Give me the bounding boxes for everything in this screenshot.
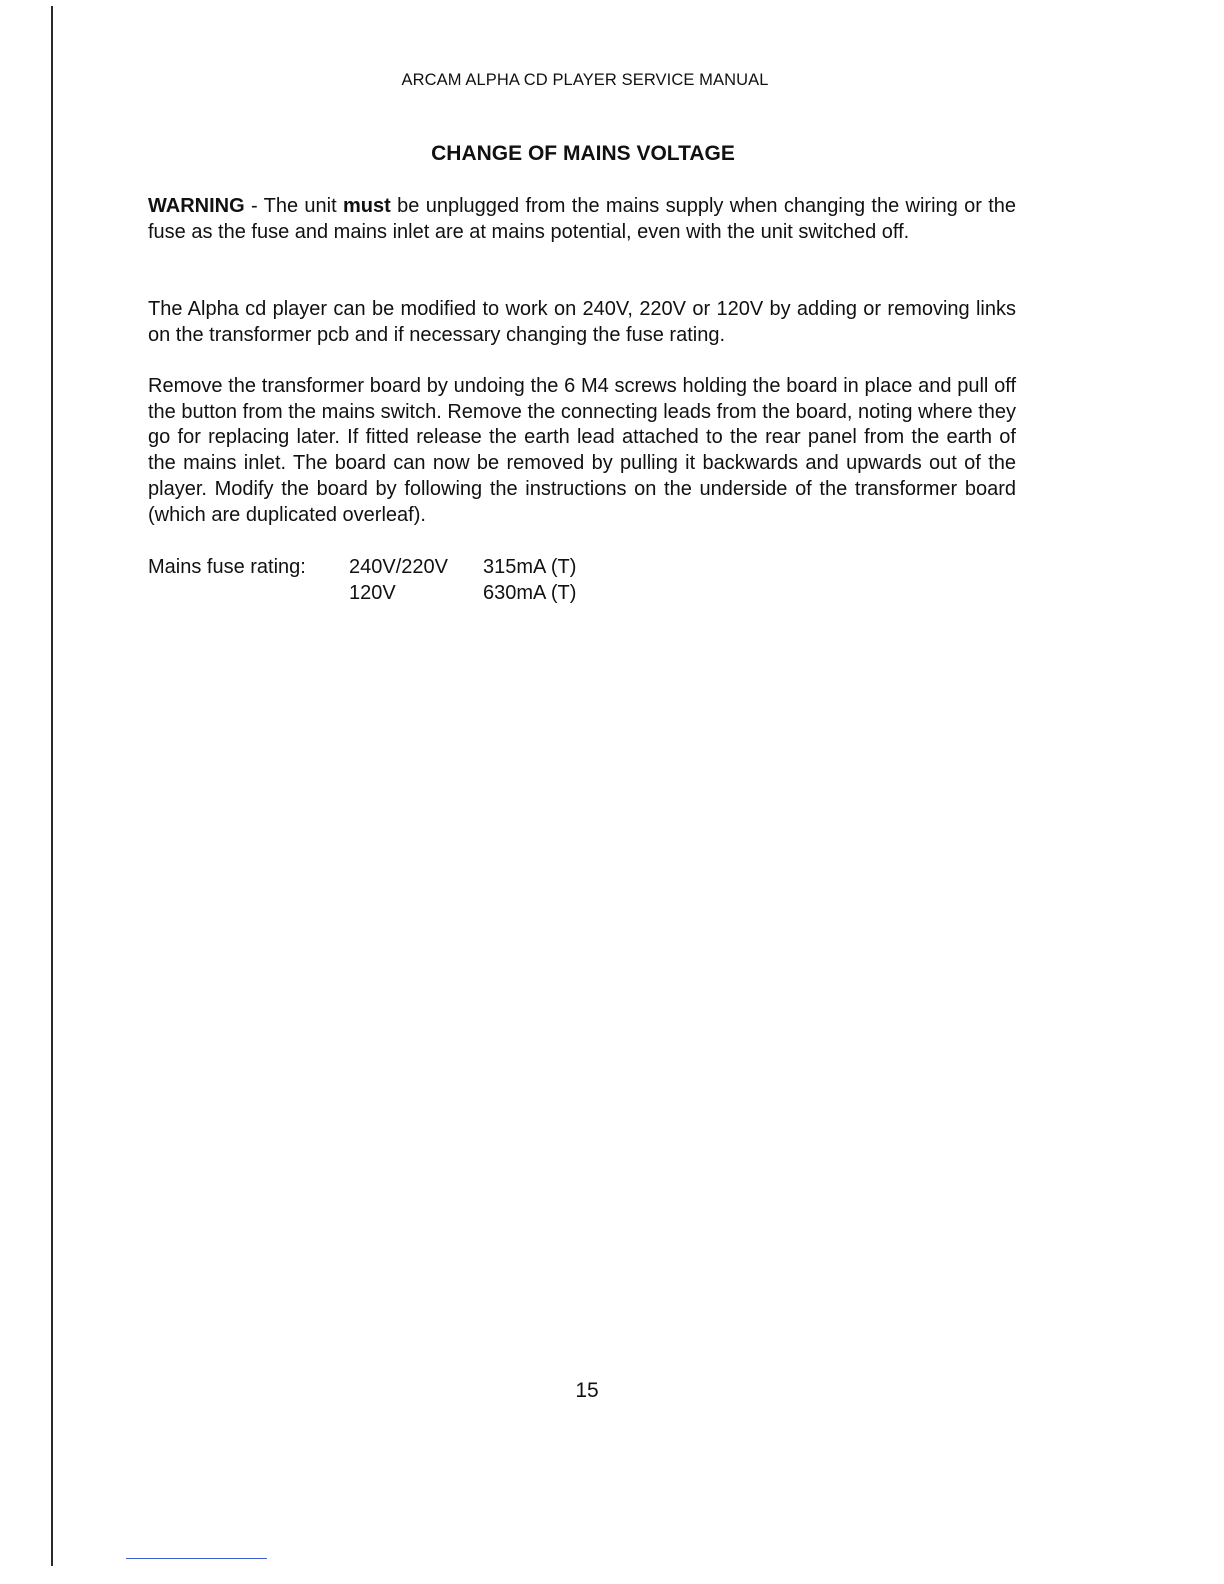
bottom-rule <box>126 1558 267 1559</box>
fuse-rating-row <box>148 555 576 581</box>
warning-text-b: be unplugged from the mains supply when changing the wiring or the fuse as the fuse and mains inlet are at mains potential, even with the unit switched off. <box>148 195 1017 243</box>
fuse-rating-row <box>148 581 576 607</box>
fuse-rating-value: 315mA (T) <box>483 556 577 578</box>
fuse-rating-table <box>148 555 576 606</box>
warning-text-a: - The unit <box>244 195 343 217</box>
fuse-voltage: 120V <box>349 581 396 604</box>
page-binding-edge <box>51 6 53 1566</box>
fuse-voltage: 240V/220V <box>349 556 448 578</box>
removal-paragraph: Remove the transformer board by undoing the 6 M4 screws holding the board in place and pull off the button from the mains switch. Remove the connecting leads from the board, noting where they go for replacing later. If fitted release the earth lead attached to the rear panel from the earth of the mains inlet. The board can now be removed by pulling it backwards and upwards out of the player. Modify the board by following the instructions on the underside of the transformer board (which are duplicated overleaf). <box>148 375 1016 526</box>
fuse-rating-label: Mains fuse rating: <box>148 556 306 578</box>
warning-label: WARNING <box>148 195 245 217</box>
fuse-rating-label-spacer <box>148 581 349 607</box>
page-number: 15 <box>575 1379 599 1402</box>
warning-emphasis: must <box>343 195 391 217</box>
section-title: CHANGE OF MAINS VOLTAGE <box>431 142 735 165</box>
running-header: ARCAM ALPHA CD PLAYER SERVICE MANUAL <box>401 71 769 89</box>
warning-paragraph <box>148 194 1016 245</box>
modification-paragraph: The Alpha cd player can be modified to work on 240V, 220V or 120V by adding or removing links on the transformer pcb and if necessary changing the fuse rating. <box>148 298 1016 346</box>
fuse-rating-value: 630mA (T) <box>483 581 577 604</box>
